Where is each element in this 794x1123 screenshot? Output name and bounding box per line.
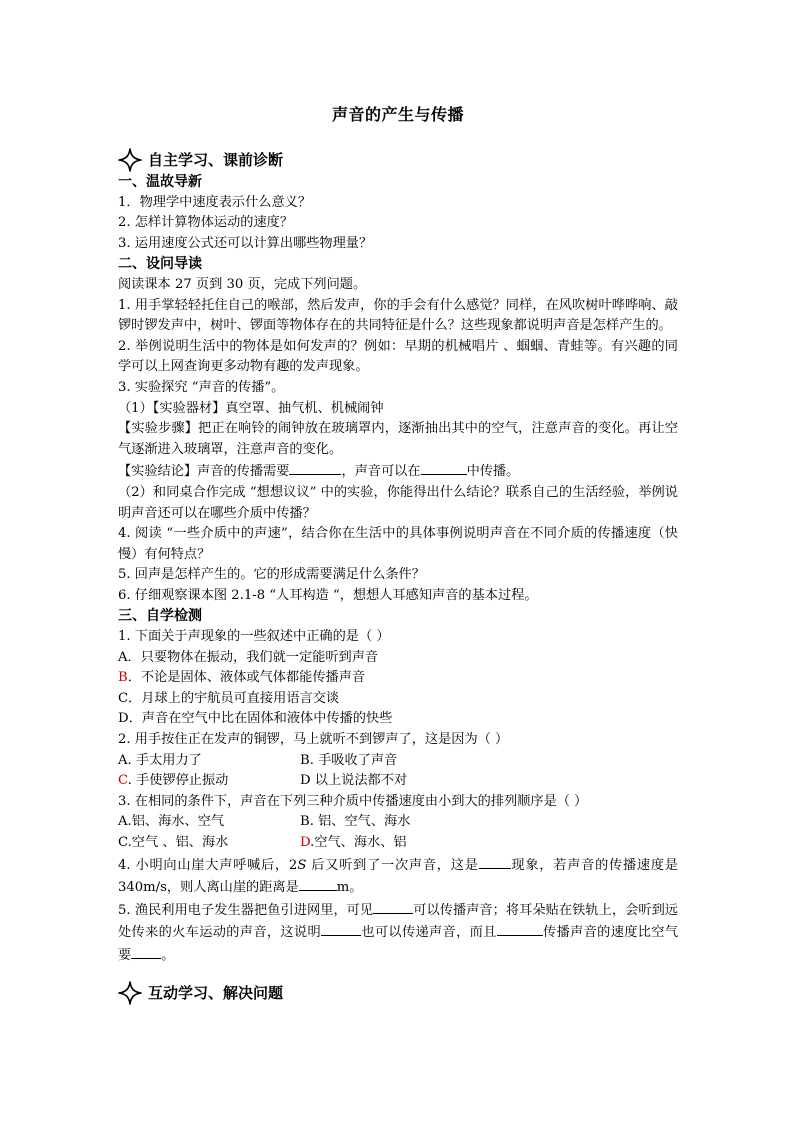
part-heading-guided-reading: 二、设问导读 <box>118 256 202 273</box>
experiment-conclusion <box>118 460 678 483</box>
test-question-5 <box>118 899 678 967</box>
test-question-3-options-row-1 <box>118 812 678 833</box>
test-question-2-option-d: D 以上说法都不对 <box>300 773 408 789</box>
q5-text-d: 传播声音的速度比空气要 <box>118 925 679 963</box>
q4-text-a: 4. 小明向山崖大声呼喊后，2 <box>118 857 298 873</box>
experiment-equipment: （1）【实验器材】真空罩、抽气机、机械闹钟 <box>118 400 384 416</box>
option-letter: C <box>118 773 128 789</box>
test-question-2-option-a: A. 手太用力了 <box>118 752 202 768</box>
conclusion-text-b: ，声音可以在 <box>341 464 421 480</box>
q4-text-d: m。 <box>336 880 363 896</box>
guided-question-4: 4. 阅读 “一些介质中的声速”，结合你在生活中的具体事例说明声音在不同介质的传播速度（快慢）有何特点？ <box>118 526 678 562</box>
answer-blank[interactable] <box>479 854 511 869</box>
four-point-star-icon <box>118 981 142 1005</box>
test-question-3-option-b: B. 铝、空气、海水 <box>300 814 411 830</box>
experiment-discussion: （2）和同桌合作完成 “想想议议” 中的实验，你能得出什么结论？联系自己的生活经验，举例说明声音还可以在哪些介质中传播？ <box>118 484 678 521</box>
document-page <box>118 104 678 1005</box>
answer-blank[interactable] <box>497 921 543 936</box>
test-question-1-option-a: A．只要物体在振动，我们就一定能听到声音 <box>118 649 379 665</box>
review-question-1: 1．物理学中速度表示什么意义？ <box>118 194 312 210</box>
q4-unit-s: S <box>297 857 307 873</box>
answer-blank[interactable] <box>299 876 337 891</box>
q5-text-c: 也可以传递声音，而且 <box>361 925 497 941</box>
test-question-3-stem: 3. 在相同的条件下，声音在下列三种介质中传播速度由小到大的排列顺序是（ ） <box>118 793 588 809</box>
section-heading-label: 自主学习、课前诊断 <box>148 151 284 169</box>
section-heading-self-study <box>118 148 678 172</box>
option-text: .空气、海水、铝 <box>310 835 407 850</box>
option-text: . 手使锣停止振动 <box>127 773 229 789</box>
test-question-2-option-b: B. 手吸收了声音 <box>300 752 398 768</box>
answer-blank[interactable] <box>289 460 341 475</box>
guided-question-5: 5. 回声是怎样产生的。它的形成需要满足什么条件？ <box>118 567 425 583</box>
test-question-2-option-c <box>118 771 300 792</box>
q5-text-b: 可以传播声音；将耳朵贴在铁轨上，会听到远处传来的火车运动的声音，这说明 <box>118 902 678 941</box>
guided-question-2: 2. 举例说明生活中的物体是如何发声的？例如：早期的机械唱片 、蝈蝈、青蛙等。有兴趣的同学可以上网查询更多动物有趣的发声现象。 <box>118 338 678 375</box>
section-heading-label: 互动学习、解决问题 <box>148 983 284 1002</box>
guided-reading-intro: 阅读课本 27 页到 30 页，完成下列问题。 <box>118 276 367 292</box>
test-question-3-option-d <box>300 833 407 854</box>
experiment-steps: 【实验步骤】把正在响铃的闹钟放在玻璃罩内，逐渐抽出其中的空气，注意声音的变化。再让空气逐渐进入玻璃罩，注意声音的变化。 <box>118 421 678 457</box>
test-question-2-options-row-1 <box>118 751 678 772</box>
spacer <box>118 967 678 981</box>
test-question-3-option-c: C.空气 、铝、海水 <box>118 835 229 850</box>
test-question-1-option-b <box>118 668 678 689</box>
guided-question-1: 1. 用手掌轻轻托住自己的喉部，然后发声，你的手会有什么感觉？同样，在风吹树叶哗哗响、敲锣时锣发声中，树叶、锣面等物体存在的共同特征是什么？这些现象都说明声音是怎样产生的。 <box>118 297 678 334</box>
section-heading-interactive <box>118 981 678 1005</box>
test-question-1-stem: 1. 下面关于声现象的一些叙述中正确的是（ ） <box>118 629 390 645</box>
guided-question-3: 3. 实验探究 “声音的传播”。 <box>118 379 285 395</box>
conclusion-text-a: 【实验结论】声音的传播需要 <box>118 464 290 480</box>
q5-text-a: 5. 渔民利用电子发生器把鱼引进网里，可见 <box>118 902 374 918</box>
conclusion-text-c: 中传播。 <box>466 464 520 480</box>
q4-text-b: 后又听到了一次声音，这是 <box>306 857 479 873</box>
test-question-3-options-row-2 <box>118 833 678 854</box>
option-letter: B <box>118 670 128 686</box>
review-question-2: 2. 怎样计算物体运动的速度？ <box>118 215 294 231</box>
option-letter: D <box>300 835 311 850</box>
part-heading-review: 一、温故导新 <box>118 174 202 190</box>
q5-text-e: 。 <box>161 947 175 963</box>
test-question-2-options-row-2 <box>118 771 678 792</box>
page-title: 声音的产生与传播 <box>331 105 464 124</box>
test-question-2-stem: 2. 用手按住正在发声的铜锣，马上就听不到锣声了，这是因为（ ） <box>118 732 509 748</box>
four-point-star-icon <box>118 148 142 172</box>
answer-blank[interactable] <box>373 899 413 914</box>
answer-blank[interactable] <box>421 460 467 475</box>
guided-question-6: 6. 仔细观察课本图 2.1-8 “人耳构造 “，想想人耳感知声音的基本过程。 <box>118 587 538 603</box>
test-question-1-option-c: C．月球上的宇航员可直接用语言交谈 <box>118 690 340 706</box>
answer-blank[interactable] <box>321 921 361 936</box>
part-heading-self-test: 三、自学检测 <box>118 608 202 625</box>
test-question-4 <box>118 854 678 899</box>
test-question-1-option-d: D．声音在空气中比在固体和液体中传播的快些 <box>118 711 393 727</box>
review-question-3: 3. 运用速度公式还可以计算出哪些物理量？ <box>118 235 373 251</box>
answer-blank[interactable] <box>131 944 161 959</box>
option-text: ．不论是固体、液体或气体都能传播声音 <box>127 670 366 686</box>
test-question-3-option-a: A.铝、海水、空气 <box>118 814 225 830</box>
q4-text-c: 现象，若声音的传播速度是 340m/s，则人离山崖的距离是 <box>118 857 678 896</box>
